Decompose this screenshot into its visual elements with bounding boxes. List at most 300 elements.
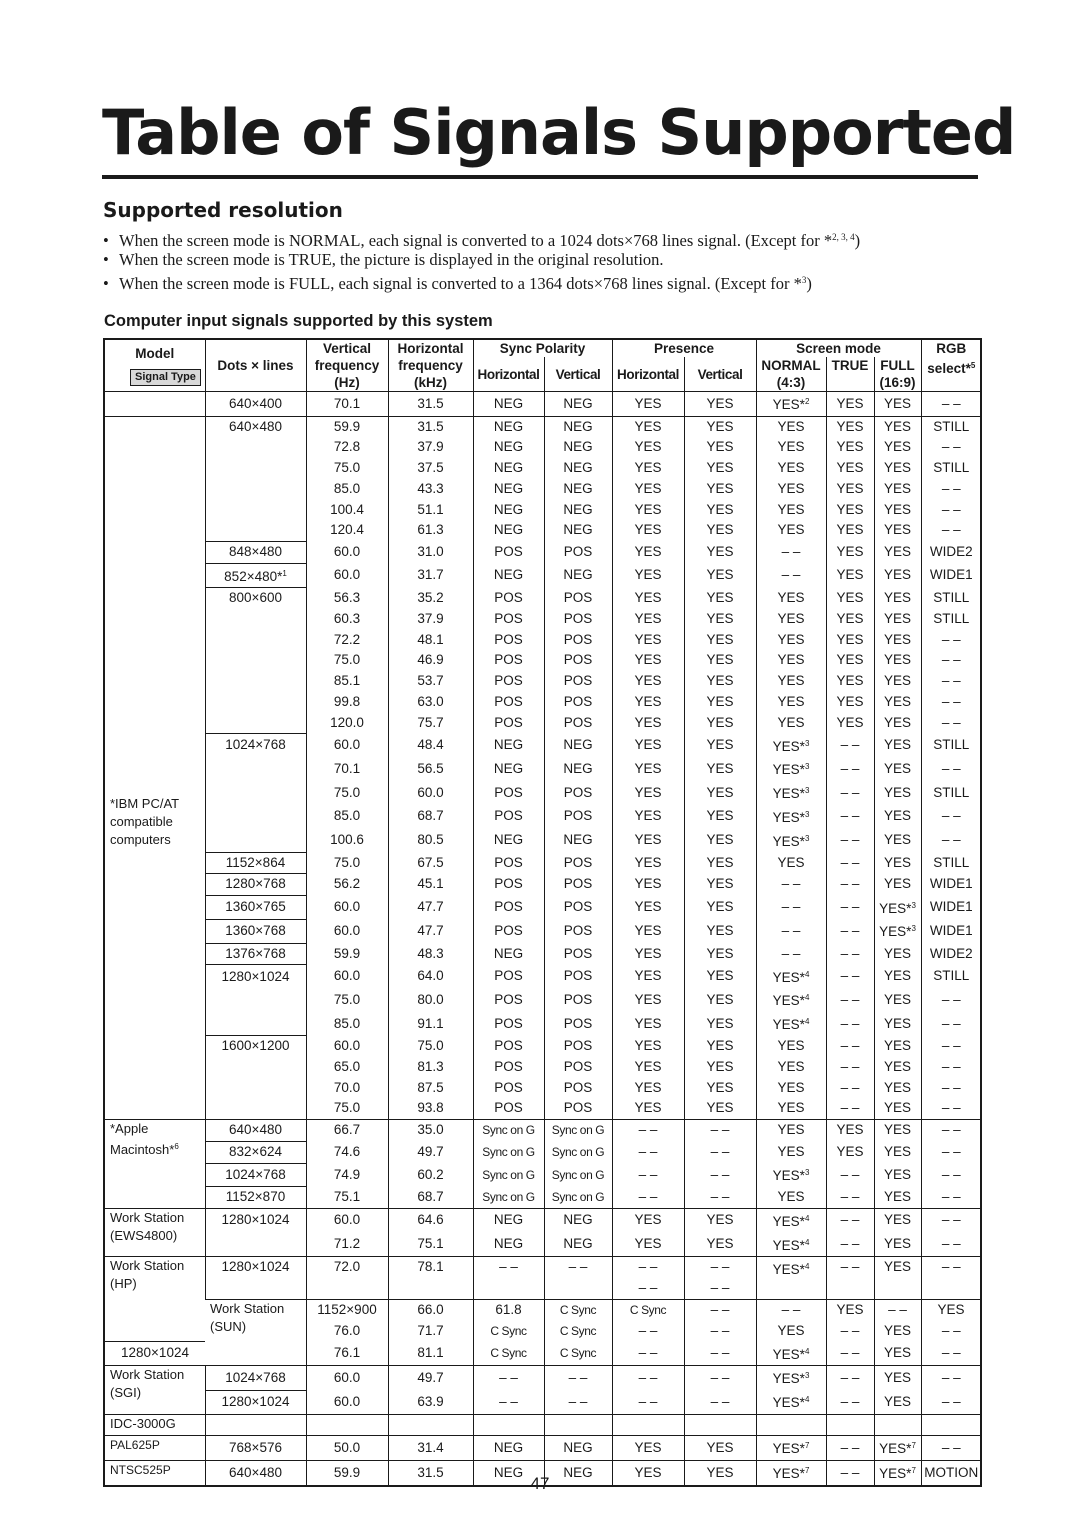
cell-sync-horizontal: NEG xyxy=(473,1208,544,1232)
cell-dots-lines xyxy=(205,1233,306,1257)
cell-presence-vertical: – – xyxy=(684,1321,756,1342)
cell-normal: YES xyxy=(756,479,826,500)
cell-presence-horizontal: – – xyxy=(612,1342,684,1366)
cell-normal: YES*$^3$ xyxy=(756,781,826,805)
cell-full: YES*$^3$ xyxy=(874,896,921,920)
cell-rgb-select: WIDE1 xyxy=(921,896,981,920)
cell-full: YES xyxy=(874,630,921,651)
cell-full: YES xyxy=(874,437,921,458)
cell-normal: YES*$^4$ xyxy=(756,965,826,989)
cell-rgb-select: – – xyxy=(921,1078,981,1099)
cell-full: YES xyxy=(874,874,921,896)
cell-presence-vertical: – – xyxy=(684,1390,756,1414)
cell-full: YES xyxy=(874,713,921,734)
table-heading: Computer input signals supported by this system xyxy=(104,312,493,330)
cell-rgb-select: – – xyxy=(921,1321,981,1342)
cell-rgb-select: STILL xyxy=(921,609,981,630)
cell-true: – – xyxy=(826,852,874,874)
cell-horizontal-freq: 63.9 xyxy=(388,1390,473,1414)
cell-sync-horizontal: POS xyxy=(473,588,544,609)
cell-full: YES*$^7$ xyxy=(874,1436,921,1461)
cell-horizontal-freq: 68.7 xyxy=(388,805,473,829)
cell-model: NTSC525P xyxy=(104,1461,205,1486)
cell-sync-vertical: NEG xyxy=(544,1233,612,1257)
cell-sync-vertical: NEG xyxy=(544,416,612,437)
cell-vertical-freq: 72.2 xyxy=(306,630,388,651)
cell-vertical-freq xyxy=(306,1414,388,1436)
cell-dots-lines: 640×480 xyxy=(205,1461,306,1486)
cell-presence-vertical: YES xyxy=(684,988,756,1012)
cell-vertical-freq: 60.3 xyxy=(306,609,388,630)
cell-rgb-select: – – xyxy=(921,1098,981,1119)
cell-true: YES xyxy=(826,713,874,734)
cell-model: *IBM PC/AT compatible computers xyxy=(104,416,205,1119)
cell-normal: YES xyxy=(756,520,826,541)
cell-full: YES xyxy=(874,479,921,500)
cell-vertical-freq: 60.0 xyxy=(306,541,388,563)
cell-presence-vertical: – – xyxy=(684,1141,756,1163)
header-sync-vertical: Vertical xyxy=(544,357,612,392)
cell-normal: YES xyxy=(756,713,826,734)
cell-vertical-freq: 72.0 xyxy=(306,1257,388,1299)
cell-sync-horizontal: POS xyxy=(473,541,544,563)
cell-dots-lines xyxy=(205,479,306,500)
cell-full: YES xyxy=(874,520,921,541)
table-row xyxy=(104,988,981,1012)
cell-true: – – xyxy=(826,1366,874,1390)
cell-presence-vertical xyxy=(684,1414,756,1436)
cell-presence-horizontal: – – xyxy=(612,1141,684,1163)
cell-presence-vertical: YES xyxy=(684,781,756,805)
cell-rgb-select: – – xyxy=(921,713,981,734)
cell-normal: YES*$^4$ xyxy=(756,1342,826,1366)
bullet-item: • When the screen mode is NORMAL, each signal is converted to a 1024 dots×768 lines signal. (Except for *$^{2, 3, 4}$) xyxy=(103,227,983,249)
table-row xyxy=(104,1163,981,1187)
cell-full: YES xyxy=(874,852,921,874)
cell-true: – – xyxy=(826,1461,874,1486)
header-full: FULL (16:9) xyxy=(874,357,921,392)
cell-true: – – xyxy=(826,943,874,965)
cell-presence-horizontal xyxy=(612,1414,684,1436)
cell-rgb-select: WIDE2 xyxy=(921,541,981,563)
cell-model: Work Station (HP) xyxy=(104,1257,205,1321)
cell-vertical-freq: 70.0 xyxy=(306,1078,388,1099)
cell-dots-lines: 800×600 xyxy=(205,588,306,609)
cell-presence-horizontal: – – xyxy=(612,1366,684,1390)
cell-vertical-freq: 60.0 xyxy=(306,965,388,989)
cell-dots-lines: 1280×1024 xyxy=(205,1257,306,1299)
cell-presence-vertical: YES xyxy=(684,896,756,920)
cell-presence-vertical: YES xyxy=(684,458,756,479)
cell-full: YES xyxy=(874,1208,921,1232)
cell-rgb-select: – – xyxy=(921,520,981,541)
cell-model xyxy=(104,392,205,417)
cell-presence-horizontal: YES xyxy=(612,500,684,521)
cell-sync-horizontal: Sync on G xyxy=(473,1187,544,1209)
cell-sync-vertical: – – xyxy=(544,1257,612,1299)
cell-dots-lines: 1360×765 xyxy=(205,896,306,920)
cell-sync-vertical: NEG xyxy=(544,563,612,588)
cell-rgb-select: STILL xyxy=(921,965,981,989)
cell-dots-lines: 1152×864 xyxy=(205,852,306,874)
header-dots-lines: Dots × lines xyxy=(205,339,306,392)
cell-sync-horizontal: POS xyxy=(473,692,544,713)
cell-sync-vertical: POS xyxy=(544,650,612,671)
cell-sync-vertical: NEG xyxy=(544,1461,612,1486)
cell-horizontal-freq: 47.7 xyxy=(388,896,473,920)
cell-sync-vertical: C Sync xyxy=(612,1299,684,1320)
cell-normal: YES xyxy=(756,1141,826,1163)
cell-rgb-select: – – xyxy=(921,1141,981,1163)
cell-rgb-select: – – xyxy=(921,1187,981,1209)
cell-true: YES xyxy=(826,1141,874,1163)
cell-presence-horizontal: YES xyxy=(612,541,684,563)
cell-horizontal-freq: 64.0 xyxy=(388,965,473,989)
cell-dots-lines: 768×576 xyxy=(205,1436,306,1461)
cell-sync-horizontal: C Sync xyxy=(544,1299,612,1320)
cell-full: YES xyxy=(921,1299,981,1320)
cell-normal: YES xyxy=(756,1187,826,1209)
cell-presence-horizontal: YES xyxy=(612,1098,684,1119)
cell-presence-vertical: YES xyxy=(684,500,756,521)
cell-dots-lines xyxy=(205,781,306,805)
cell-presence-vertical: YES xyxy=(684,437,756,458)
cell-presence-vertical: – – xyxy=(684,1187,756,1209)
cell-sync-horizontal: POS xyxy=(473,650,544,671)
cell-full: YES xyxy=(874,609,921,630)
header-signal-type: Signal Type xyxy=(104,363,205,392)
cell-presence-vertical: YES xyxy=(684,650,756,671)
cell-normal: YES xyxy=(756,852,826,874)
cell-true: – – xyxy=(826,1208,874,1232)
cell-presence-vertical: YES xyxy=(684,671,756,692)
cell-sync-vertical: POS xyxy=(544,692,612,713)
cell-normal: YES*$^3$ xyxy=(756,734,826,758)
cell-rgb-select: – – xyxy=(921,757,981,781)
cell-model: Work Station (SUN) xyxy=(205,1299,306,1366)
cell-true: – – xyxy=(826,1163,874,1187)
cell-true: – – xyxy=(826,1057,874,1078)
table-row xyxy=(104,852,981,874)
cell-presence-horizontal: YES xyxy=(612,392,684,417)
cell-sync-vertical: Sync on G xyxy=(544,1163,612,1187)
cell-presence-horizontal: YES xyxy=(612,650,684,671)
cell-dots-lines: 640×400 xyxy=(205,392,306,417)
cell-horizontal-freq: 81.3 xyxy=(388,1057,473,1078)
cell-dots-lines xyxy=(205,713,306,734)
cell-rgb-select: – – xyxy=(921,1233,981,1257)
cell-normal: YES xyxy=(756,1057,826,1078)
cell-horizontal-freq: 53.7 xyxy=(388,671,473,692)
cell-vertical-freq: 60.0 xyxy=(306,734,388,758)
cell-rgb-select: WIDE2 xyxy=(921,943,981,965)
cell-presence-vertical: – – xyxy=(684,1120,756,1142)
cell-full: YES xyxy=(874,1098,921,1119)
header-true: TRUE xyxy=(826,357,874,392)
cell-full: YES xyxy=(874,1036,921,1057)
cell-vertical-freq: 66.7 xyxy=(306,1120,388,1142)
cell-horizontal-freq: 61.8 xyxy=(473,1299,544,1320)
cell-full: YES xyxy=(874,692,921,713)
cell-vertical-freq: 75.0 xyxy=(306,852,388,874)
cell-full: YES xyxy=(874,734,921,758)
table-row xyxy=(104,713,981,734)
cell-dots-lines: 852×480*$^1$ xyxy=(205,563,306,588)
cell-rgb-select: – – xyxy=(921,1366,981,1390)
cell-normal: – – xyxy=(756,943,826,965)
cell-horizontal-freq: 75.1 xyxy=(388,1233,473,1257)
cell-sync-horizontal: NEG xyxy=(473,520,544,541)
cell-presence-vertical: YES xyxy=(684,734,756,758)
cell-presence-vertical: YES xyxy=(684,1036,756,1057)
cell-normal: YES xyxy=(756,609,826,630)
cell-horizontal-freq: 75.0 xyxy=(388,1036,473,1057)
cell-horizontal-freq: 48.3 xyxy=(388,943,473,965)
cell-normal: YES*$^3$ xyxy=(756,1163,826,1187)
title-rule xyxy=(102,175,978,179)
cell-full: YES xyxy=(874,829,921,853)
cell-true: – – xyxy=(826,1436,874,1461)
cell-full: YES xyxy=(874,588,921,609)
cell-full: YES xyxy=(874,458,921,479)
table-row xyxy=(104,829,981,853)
cell-dots-lines xyxy=(205,630,306,651)
table-row xyxy=(104,896,981,920)
cell-vertical-freq: 74.6 xyxy=(306,1141,388,1163)
cell-rgb-select: – – xyxy=(921,988,981,1012)
cell-full: YES xyxy=(874,1057,921,1078)
cell-true: YES xyxy=(826,392,874,417)
cell-sync-vertical: POS xyxy=(544,1057,612,1078)
cell-rgb-select: – – xyxy=(921,630,981,651)
table-row xyxy=(104,692,981,713)
cell-presence-horizontal: YES xyxy=(612,692,684,713)
cell-normal: YES xyxy=(756,416,826,437)
cell-true: – – xyxy=(826,1342,874,1366)
cell-presence-horizontal: YES xyxy=(612,943,684,965)
cell-full: YES xyxy=(874,1321,921,1342)
cell-presence-horizontal: YES xyxy=(612,416,684,437)
cell-sync-vertical: POS xyxy=(544,965,612,989)
cell-dots-lines: 640×480 xyxy=(205,1120,306,1142)
table-row xyxy=(104,458,981,479)
cell-dots-lines: 1024×768 xyxy=(205,1163,306,1187)
cell-sync-horizontal: C Sync xyxy=(473,1342,544,1366)
cell-vertical-freq: 50.0 xyxy=(306,1436,388,1461)
cell-presence-vertical: YES xyxy=(684,1233,756,1257)
cell-presence-horizontal: YES xyxy=(612,919,684,943)
cell-vertical-freq: 60.0 xyxy=(306,1036,388,1057)
header-sync-horizontal: Horizontal xyxy=(473,357,544,392)
cell-full: YES xyxy=(874,671,921,692)
cell-vertical-freq: 100.4 xyxy=(306,500,388,521)
cell-sync-horizontal: POS xyxy=(473,1098,544,1119)
cell-presence-horizontal: YES xyxy=(612,1208,684,1232)
cell-presence-horizontal: YES xyxy=(612,965,684,989)
cell-rgb-select: – – xyxy=(921,1390,981,1414)
cell-sync-vertical: Sync on G xyxy=(544,1141,612,1163)
cell-presence-vertical: YES xyxy=(684,479,756,500)
table-row xyxy=(104,1036,981,1057)
cell-normal: YES*$^3$ xyxy=(756,829,826,853)
table-row xyxy=(104,943,981,965)
cell-true: – – xyxy=(826,874,874,896)
cell-true: – – xyxy=(826,805,874,829)
table-row xyxy=(104,392,981,417)
cell-presence-horizontal: YES xyxy=(612,874,684,896)
cell-vertical-freq: 85.0 xyxy=(306,805,388,829)
cell-horizontal-freq: 31.5 xyxy=(388,416,473,437)
cell-true: YES xyxy=(826,479,874,500)
cell-sync-horizontal: POS xyxy=(473,988,544,1012)
header-presence: Presence xyxy=(612,339,756,357)
cell-sync-horizontal: NEG xyxy=(473,458,544,479)
cell-sync-vertical: NEG xyxy=(544,520,612,541)
table-row xyxy=(104,563,981,588)
cell-rgb-select: – – xyxy=(921,1257,981,1299)
cell-sync-horizontal: POS xyxy=(473,852,544,874)
cell-sync-horizontal: POS xyxy=(473,1057,544,1078)
cell-horizontal-freq: 31.5 xyxy=(388,1461,473,1486)
table-row xyxy=(104,1233,981,1257)
cell-sync-vertical: – – xyxy=(544,1366,612,1390)
header-vertical-frequency: Vertical frequency (Hz) xyxy=(306,339,388,392)
cell-rgb-select: – – xyxy=(921,1342,981,1366)
cell-true: – – xyxy=(826,1257,874,1299)
cell-presence-horizontal: YES xyxy=(612,609,684,630)
cell-presence-horizontal: YES xyxy=(612,671,684,692)
cell-horizontal-freq: 45.1 xyxy=(388,874,473,896)
cell-true: – – xyxy=(826,1012,874,1036)
cell-true: – – xyxy=(826,896,874,920)
table-body xyxy=(104,392,981,1486)
cell-sync-horizontal: POS xyxy=(473,609,544,630)
cell-rgb-select: WIDE1 xyxy=(921,919,981,943)
cell-horizontal-freq: 87.5 xyxy=(388,1078,473,1099)
table-row xyxy=(104,588,981,609)
cell-rgb-select: – – xyxy=(921,692,981,713)
cell-normal: YES*$^3$ xyxy=(756,1366,826,1390)
cell-normal: YES xyxy=(756,1321,826,1342)
cell-sync-vertical: NEG xyxy=(544,458,612,479)
cell-horizontal-freq: 43.3 xyxy=(388,479,473,500)
cell-sync-horizontal: C Sync xyxy=(473,1321,544,1342)
cell-dots-lines: 832×624 xyxy=(205,1141,306,1163)
cell-sync-vertical: POS xyxy=(544,943,612,965)
table-row xyxy=(104,1390,981,1414)
table-row xyxy=(104,1208,981,1232)
cell-normal: – – xyxy=(756,541,826,563)
table-row xyxy=(104,416,981,437)
cell-horizontal-freq: 31.7 xyxy=(388,563,473,588)
cell-true: YES xyxy=(826,1120,874,1142)
cell-presence-vertical: YES xyxy=(684,1057,756,1078)
cell-presence-horizontal: YES xyxy=(612,1036,684,1057)
cell-dots-lines xyxy=(205,650,306,671)
cell-normal: YES*$^3$ xyxy=(756,757,826,781)
cell-sync-vertical: POS xyxy=(544,588,612,609)
cell-sync-vertical: POS xyxy=(544,919,612,943)
page-title: Table of Signals Supported xyxy=(102,96,1016,169)
cell-rgb-select: STILL xyxy=(921,734,981,758)
cell-presence-vertical: YES xyxy=(684,757,756,781)
cell-true: – – xyxy=(826,1078,874,1099)
cell-horizontal-freq: 49.7 xyxy=(388,1366,473,1390)
cell-true: YES xyxy=(826,588,874,609)
cell-presence-vertical: – – – – xyxy=(684,1257,756,1299)
cell-normal: – – xyxy=(756,919,826,943)
cell-presence-vertical: YES xyxy=(684,609,756,630)
cell-dots-lines: 1024×768 xyxy=(205,734,306,758)
cell-sync-vertical: POS xyxy=(544,1078,612,1099)
cell-true: YES xyxy=(826,692,874,713)
cell-true xyxy=(826,1414,874,1436)
table-row xyxy=(104,805,981,829)
cell-horizontal-freq: 80.5 xyxy=(388,829,473,853)
cell-vertical-freq: 76.1 xyxy=(306,1342,388,1366)
cell-sync-horizontal: NEG xyxy=(473,1233,544,1257)
cell-sync-vertical: NEG xyxy=(544,392,612,417)
cell-presence-vertical: YES xyxy=(684,805,756,829)
cell-model: IDC-3000G xyxy=(104,1414,205,1436)
cell-sync-horizontal: NEG xyxy=(473,757,544,781)
cell-normal: YES xyxy=(756,1098,826,1119)
cell-vertical-freq: 75.0 xyxy=(306,988,388,1012)
cell-sync-vertical: NEG xyxy=(544,437,612,458)
cell-sync-vertical: POS xyxy=(544,671,612,692)
cell-rgb-select: STILL xyxy=(921,781,981,805)
cell-presence-horizontal: YES xyxy=(612,805,684,829)
cell-true: YES xyxy=(826,437,874,458)
cell-vertical-freq: 76.0 xyxy=(306,1321,388,1342)
cell-presence-vertical: YES xyxy=(684,1461,756,1486)
cell-normal: YES xyxy=(756,1120,826,1142)
cell-presence-vertical: YES xyxy=(684,416,756,437)
cell-true: – – xyxy=(826,1390,874,1414)
table-row xyxy=(104,630,981,651)
cell-dots-lines xyxy=(205,988,306,1012)
cell-presence-vertical: YES xyxy=(684,829,756,853)
table-row xyxy=(104,1141,981,1163)
cell-true: YES xyxy=(826,541,874,563)
cell-full: YES*$^3$ xyxy=(874,919,921,943)
cell-dots-lines: 1376×768 xyxy=(205,943,306,965)
cell-sync-horizontal: POS xyxy=(473,874,544,896)
cell-presence-vertical: YES xyxy=(684,541,756,563)
cell-sync-horizontal: NEG xyxy=(473,734,544,758)
bullet-item: • When the screen mode is TRUE, the picture is displayed in the original resolution. xyxy=(103,249,983,271)
table-row xyxy=(104,1257,981,1299)
cell-rgb-select: STILL xyxy=(921,852,981,874)
cell-rgb-select: – – xyxy=(921,829,981,853)
cell-sync-horizontal: POS xyxy=(473,805,544,829)
cell-presence-vertical: YES xyxy=(684,713,756,734)
cell-full: YES xyxy=(874,1233,921,1257)
cell-presence-horizontal: YES xyxy=(612,757,684,781)
cell-rgb-select: – – xyxy=(921,392,981,417)
cell-vertical-freq: 75.1 xyxy=(306,1187,388,1209)
cell-true: – – xyxy=(874,1299,921,1320)
cell-vertical-freq: 85.0 xyxy=(306,1012,388,1036)
cell-normal xyxy=(756,1414,826,1436)
header-model: Model xyxy=(135,345,175,361)
cell-vertical-freq: 75.0 xyxy=(306,1098,388,1119)
cell-sync-horizontal: Sync on G xyxy=(473,1141,544,1163)
table-row xyxy=(104,1012,981,1036)
cell-presence-vertical: YES xyxy=(684,1098,756,1119)
cell-vertical-freq: 56.3 xyxy=(306,588,388,609)
cell-sync-vertical: POS xyxy=(544,541,612,563)
